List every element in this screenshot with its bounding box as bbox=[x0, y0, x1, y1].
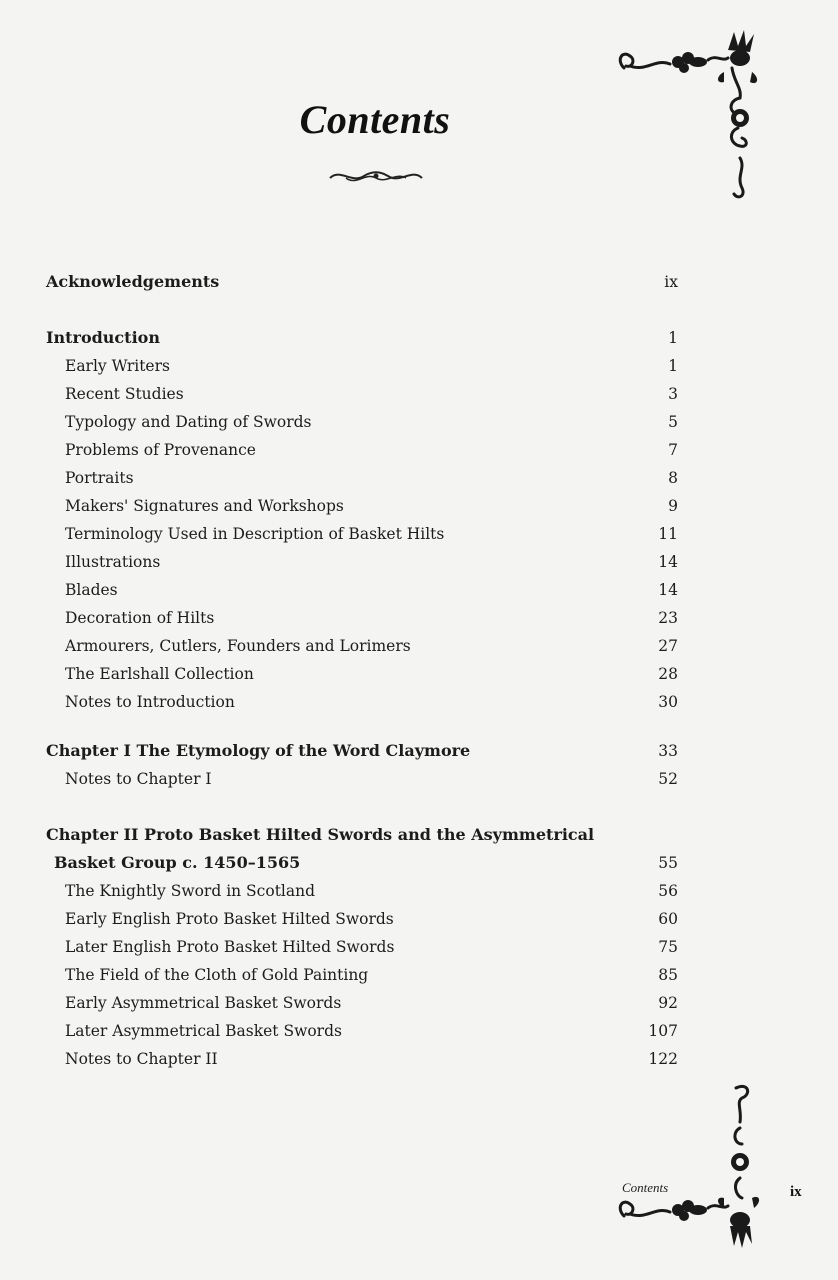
toc-entry bbox=[0, 606, 838, 630]
toc-entry-title: Portraits bbox=[65, 469, 134, 487]
toc-entry-page: 30 bbox=[658, 693, 678, 711]
toc-entry-title: Typology and Dating of Swords bbox=[65, 413, 312, 431]
toc-entry-title: Blades bbox=[65, 581, 118, 599]
toc-entry bbox=[0, 438, 838, 462]
toc-entry-page: 122 bbox=[648, 1050, 678, 1068]
toc-entry-page: 14 bbox=[658, 553, 678, 571]
toc-entry-title: Notes to Chapter II bbox=[65, 1050, 218, 1068]
page-number: ix bbox=[790, 1184, 802, 1200]
toc-entry-page: 9 bbox=[668, 497, 678, 515]
toc-entry-page: 107 bbox=[648, 1022, 678, 1040]
toc-entry bbox=[0, 494, 838, 518]
toc-entry-page: 55 bbox=[658, 854, 678, 872]
toc-entry bbox=[0, 907, 838, 931]
toc-entry-page: 75 bbox=[658, 938, 678, 956]
toc-entry bbox=[0, 1019, 838, 1043]
toc-entry-title: Notes to Introduction bbox=[65, 693, 235, 711]
thistle-rose-corner-ornament-icon bbox=[612, 1078, 772, 1253]
toc-entry-page: 7 bbox=[668, 441, 678, 459]
toc-entry bbox=[0, 767, 838, 791]
toc-entry bbox=[0, 851, 838, 875]
toc-entry bbox=[0, 550, 838, 574]
toc-entry-title: Early Asymmetrical Basket Swords bbox=[65, 994, 342, 1012]
toc-entry bbox=[0, 823, 838, 847]
toc-entry-page: 1 bbox=[668, 357, 678, 375]
toc-entry bbox=[0, 410, 838, 434]
toc-entry-page: 60 bbox=[658, 910, 678, 928]
toc-entry-title: Problems of Provenance bbox=[65, 441, 256, 459]
title-flourish-icon bbox=[326, 164, 426, 188]
toc-entry-title: Basket Group c. 1450–1565 bbox=[54, 853, 301, 872]
toc-entry bbox=[0, 1047, 838, 1071]
toc-entry-title: Introduction bbox=[46, 328, 160, 347]
page-title: Contents bbox=[299, 97, 451, 142]
toc-entry-page: 14 bbox=[658, 581, 678, 599]
toc-entry-page: 8 bbox=[668, 469, 678, 487]
toc-entry-title: The Knightly Sword in Scotland bbox=[65, 882, 316, 900]
toc-entry bbox=[0, 522, 838, 546]
toc-entry-title: Later English Proto Basket Hilted Swords bbox=[65, 938, 395, 956]
toc-entry bbox=[0, 354, 838, 378]
toc-entry bbox=[0, 270, 838, 294]
toc-entry bbox=[0, 578, 838, 602]
toc-entry bbox=[0, 326, 838, 350]
toc-entry-title: Chapter I The Etymology of the Word Claymore bbox=[46, 741, 471, 760]
toc-entry-title: Early English Proto Basket Hilted Swords bbox=[65, 910, 394, 928]
toc-entry-page: 52 bbox=[658, 770, 678, 788]
toc-entry-page: 5 bbox=[668, 413, 678, 431]
toc-entry bbox=[0, 935, 838, 959]
toc-entry-page: 1 bbox=[668, 329, 678, 347]
toc-entry-title: Armourers, Cutlers, Founders and Lorimers bbox=[65, 637, 411, 655]
toc-entry-title: Chapter II Proto Basket Hilted Swords and the Asymmetrical bbox=[46, 825, 595, 844]
toc-entry-title: Later Asymmetrical Basket Swords bbox=[65, 1022, 342, 1040]
toc-entry bbox=[0, 739, 838, 763]
toc-entry-title: Notes to Chapter I bbox=[65, 770, 212, 788]
toc-entry bbox=[0, 634, 838, 658]
toc-entry-title: Illustrations bbox=[65, 553, 161, 571]
thistle-rose-corner-ornament-icon bbox=[612, 28, 772, 203]
running-footer-label: Contents bbox=[622, 1180, 669, 1195]
toc-entry-page: 23 bbox=[658, 609, 678, 627]
toc-entry-page: 92 bbox=[658, 994, 678, 1012]
toc-entry-title: Acknowledgements bbox=[46, 272, 220, 291]
toc-entry-page: 56 bbox=[658, 882, 678, 900]
toc-entry-title: Recent Studies bbox=[65, 385, 184, 403]
toc-entry bbox=[0, 879, 838, 903]
toc-entry-page: ix bbox=[664, 273, 678, 291]
toc-entry-page: 11 bbox=[658, 525, 678, 543]
toc-entry-title: The Field of the Cloth of Gold Painting bbox=[65, 966, 369, 984]
toc-entry bbox=[0, 991, 838, 1015]
toc-entry bbox=[0, 382, 838, 406]
toc-entry-page: 33 bbox=[658, 742, 678, 760]
toc-entry-title: Early Writers bbox=[65, 357, 170, 375]
toc-entry bbox=[0, 662, 838, 686]
toc-entry-title: The Earlshall Collection bbox=[65, 665, 254, 683]
toc-entry-page: 3 bbox=[668, 385, 678, 403]
toc-entry bbox=[0, 690, 838, 714]
toc-entry-page: 27 bbox=[658, 637, 678, 655]
toc-entry-title: Terminology Used in Description of Basket Hilts bbox=[65, 525, 445, 543]
toc-entry-title: Makers' Signatures and Workshops bbox=[65, 497, 344, 515]
toc-entry bbox=[0, 963, 838, 987]
toc-entry-page: 85 bbox=[658, 966, 678, 984]
toc-entry bbox=[0, 466, 838, 490]
toc-entry-page: 28 bbox=[658, 665, 678, 683]
toc-entry-title: Decoration of Hilts bbox=[65, 609, 215, 627]
